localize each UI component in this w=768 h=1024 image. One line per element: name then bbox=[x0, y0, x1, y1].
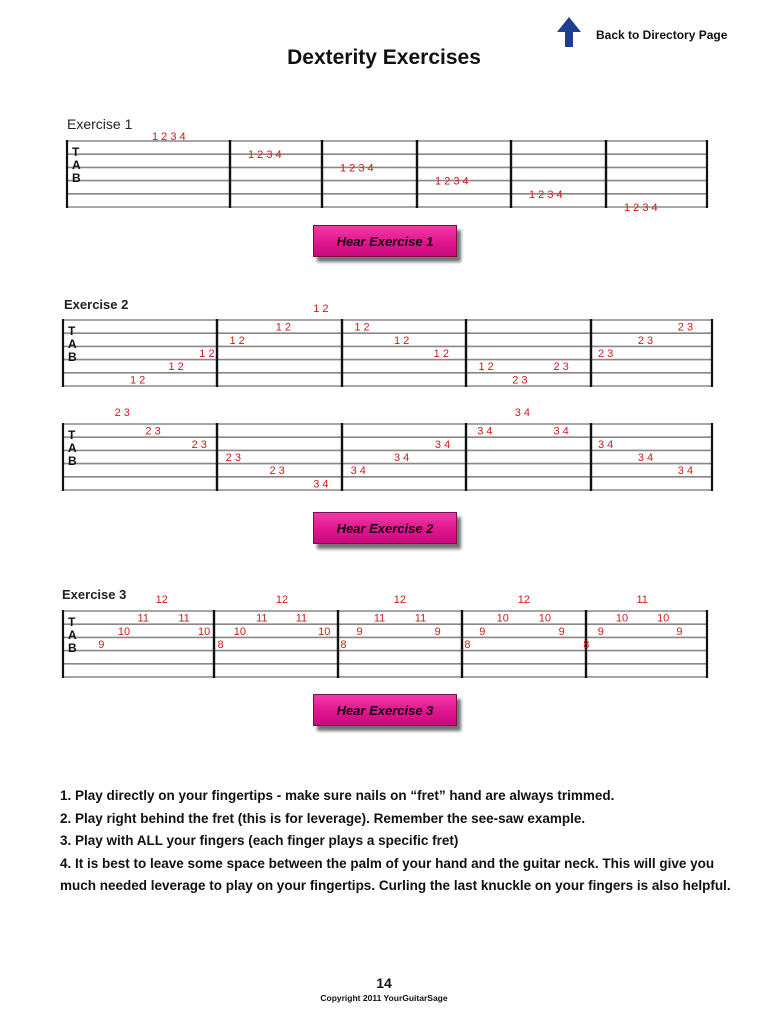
tab-fret-number: 10 bbox=[318, 625, 331, 638]
tab-fret-number: 10 bbox=[538, 612, 552, 625]
tab-fret-number: 1 2 bbox=[478, 361, 494, 374]
tab-fret-number: 11 bbox=[373, 612, 386, 625]
tab-fret-number: 8 bbox=[464, 639, 471, 651]
tab-fret-number: 2 3 bbox=[512, 374, 528, 387]
tab-fret-number: 11 bbox=[414, 612, 427, 625]
tab-fret-number: 1 2 3 4 bbox=[529, 188, 563, 201]
tab-fret-number: 1 2 bbox=[130, 374, 146, 387]
tab-fret-number: 3 4 bbox=[350, 465, 366, 478]
tab-fret-number: 2 3 bbox=[597, 348, 614, 360]
hear-exercise-1-button[interactable]: Hear Exercise 1 bbox=[313, 225, 457, 257]
tab-fret-number: 1 2 3 4 bbox=[435, 175, 469, 188]
tab-fret-number: 1 2 bbox=[229, 334, 245, 347]
tab-fret-number: 3 4 bbox=[477, 425, 493, 438]
page-number: 14 bbox=[376, 975, 392, 991]
tab-fret-number: 1 2 3 4 bbox=[340, 162, 374, 175]
tab-clef-letter: A bbox=[72, 158, 81, 172]
tab-fret-number: 2 3 bbox=[269, 465, 285, 478]
tab-fret-number: 2 3 bbox=[677, 321, 694, 334]
tab-fret-number: 2 3 bbox=[145, 425, 161, 438]
hear-exercise-3-button[interactable]: Hear Exercise 3 bbox=[313, 694, 457, 726]
tab-clef-letter: T bbox=[72, 145, 80, 159]
tab-fret-number: 11 bbox=[178, 612, 190, 625]
instruction-item: 1. Play directly on your fingertips - make sure nails on “fret” hand are always trimmed. bbox=[60, 788, 615, 803]
instruction-item: 4. It is best to leave some space between the palm of your hand and the guitar neck. This will give you much needed leverage to play on your fingertips. Curling the last knuckle on your fingers is also helpful. bbox=[60, 855, 731, 893]
tab-fret-number: 2 3 bbox=[191, 438, 207, 451]
tab-fret-number: 1 2 bbox=[394, 334, 410, 347]
tab-fret-number: 9 bbox=[356, 625, 363, 638]
tab-fret-number: 10 bbox=[615, 612, 629, 625]
tab-clef-letter: T bbox=[68, 615, 76, 629]
tab-fret-number: 10 bbox=[496, 612, 509, 625]
up-arrow-icon bbox=[556, 16, 582, 48]
back-link-label: Back to Directory Page bbox=[596, 28, 728, 42]
tab-clef-letter: A bbox=[68, 337, 77, 351]
tab-fret-number: 9 bbox=[479, 625, 486, 638]
tab-fret-number: 10 bbox=[117, 625, 131, 638]
tab-fret-number: 8 bbox=[583, 639, 590, 651]
tab-fret-number: 9 bbox=[676, 625, 683, 638]
tab-clef-letter: T bbox=[68, 324, 76, 338]
instruction-item: 3. Play with ALL your fingers (each finger plays a specific fret) bbox=[60, 833, 459, 848]
tab-fret-number: 9 bbox=[558, 625, 565, 638]
tab-fret-number: 1 2 3 4 bbox=[624, 202, 658, 214]
tab-fret-number: 2 3 bbox=[553, 361, 569, 374]
tab-fret-number: 1 2 bbox=[275, 321, 292, 334]
tab-fret-number: 12 bbox=[155, 594, 168, 606]
tab-fret-number: 9 bbox=[434, 625, 441, 638]
tab-fret-number: 1 2 bbox=[313, 303, 329, 315]
tab-fret-number: 11 bbox=[256, 612, 268, 625]
tab-fret-number: 2 3 bbox=[637, 334, 654, 347]
tab-fret-number: 1 2 bbox=[199, 348, 215, 360]
tab-fret-number: 1 2 3 4 bbox=[152, 131, 186, 143]
tab-fret-number: 10 bbox=[657, 612, 670, 625]
tab-fret-number: 3 4 bbox=[637, 452, 654, 464]
tab-clef-letter: B bbox=[68, 454, 77, 468]
tab-fret-number: 1 2 bbox=[433, 348, 449, 360]
tab-fret-number: 3 4 bbox=[434, 438, 451, 451]
tab-fret-number: 12 bbox=[517, 594, 530, 606]
tab-fret-number: 3 4 bbox=[553, 425, 569, 438]
copyright: Copyright 2011 YourGuitarSage bbox=[320, 993, 448, 1003]
tab-clef-letter: B bbox=[68, 350, 77, 364]
exercise-3-label: Exercise 3 bbox=[62, 587, 127, 602]
tab-clef-letter: A bbox=[68, 441, 77, 455]
tab-fret-number: 11 bbox=[137, 612, 149, 625]
exercise-2-label: Exercise 2 bbox=[64, 297, 129, 312]
tab-fret-number: 9 bbox=[98, 639, 105, 651]
exercise-1-label: Exercise 1 bbox=[67, 116, 133, 132]
tab-clef-letter: B bbox=[68, 641, 77, 655]
tab-fret-number: 3 4 bbox=[514, 407, 531, 419]
tab-fret-number: 9 bbox=[597, 625, 604, 638]
page-title: Dexterity Exercises bbox=[287, 46, 481, 69]
tab-fret-number: 1 2 bbox=[168, 361, 184, 374]
tab-fret-number: 12 bbox=[275, 594, 289, 606]
tab-fret-number: 3 4 bbox=[597, 438, 614, 451]
instructions-list bbox=[60, 785, 740, 898]
tab-fret-number: 8 bbox=[217, 639, 224, 651]
instruction-item: 2. Play right behind the fret (this is for leverage). Remember the see-saw example. bbox=[60, 810, 586, 826]
tab-fret-number: 1 2 bbox=[354, 321, 370, 334]
tab-fret-number: 10 bbox=[233, 625, 247, 638]
back-to-directory-link[interactable] bbox=[556, 16, 728, 48]
tab-fret-number: 10 bbox=[197, 625, 211, 638]
tab-fret-number: 3 4 bbox=[394, 452, 410, 464]
tab-fret-number: 11 bbox=[295, 612, 308, 625]
tab-fret-number: 11 bbox=[636, 594, 648, 606]
tab-fret-number: 2 3 bbox=[114, 407, 130, 419]
tab-fret-number: 1 2 3 4 bbox=[248, 149, 282, 162]
hear-exercise-2-button[interactable]: Hear Exercise 2 bbox=[313, 512, 457, 544]
tab-fret-number: 3 4 bbox=[677, 465, 694, 478]
tab-fret-number: 2 3 bbox=[225, 452, 242, 464]
tab-fret-number: 8 bbox=[340, 639, 347, 651]
tab-clef-letter: B bbox=[72, 171, 81, 185]
tab-clef-letter: T bbox=[68, 428, 76, 442]
tab-fret-number: 12 bbox=[393, 594, 406, 606]
tab-fret-number: 3 4 bbox=[313, 478, 329, 491]
tab-clef-letter: A bbox=[68, 628, 77, 642]
